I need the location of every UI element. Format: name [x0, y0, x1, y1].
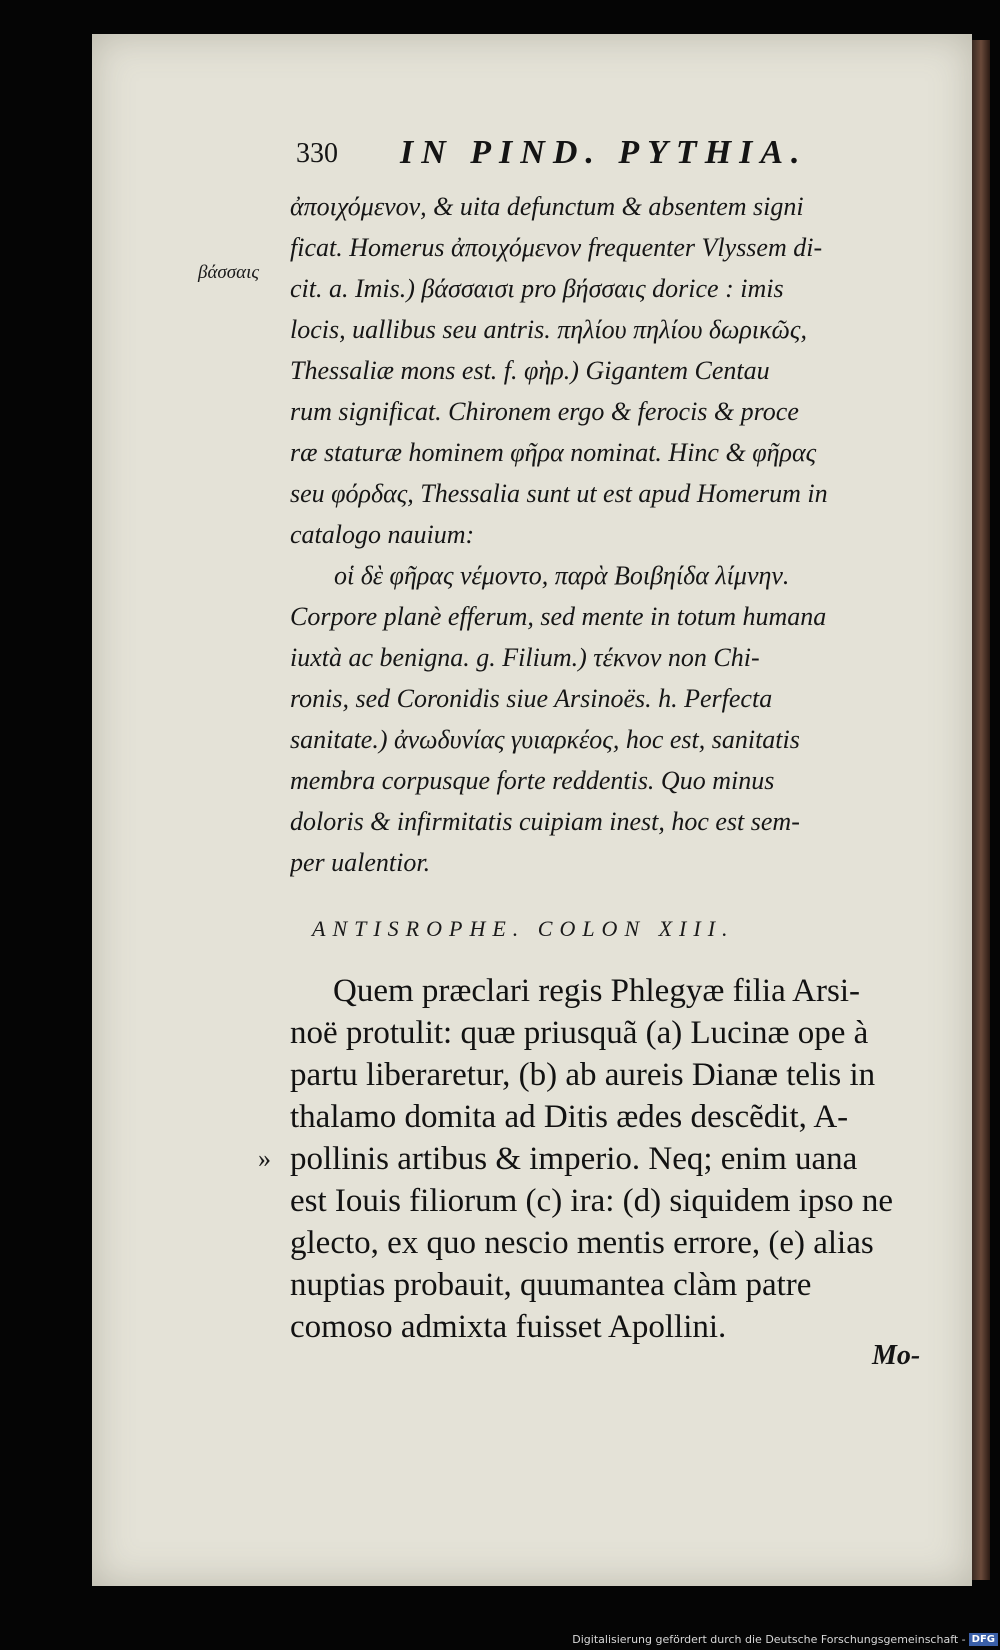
footer-text: Digitalisierung gefördert durch die Deutsche Forschungsgemeinschaft -	[572, 1632, 966, 1646]
verse-line: pollinis artibus & imperio. Neq; enim uana	[290, 1141, 858, 1177]
verse-line: partu liberaretur, (b) ab aureis Dianæ telis in	[290, 1057, 876, 1093]
dfg-logo: DFG	[969, 1633, 998, 1646]
commentary-line: catalogo nauium:	[290, 520, 475, 549]
verse-line: comoso admixta fuisset Apollini.	[290, 1309, 727, 1345]
commentary-line: iuxtà ac benigna. g. Filium.) τέκνον non Chi-	[290, 643, 760, 672]
commentary-line: cit. a. Imis.) βάσσαισι pro βήσσαις dorice : imis	[290, 274, 784, 303]
catchword: Mo-	[872, 1340, 921, 1371]
greek-quotation: οἱ δὲ φῆρας νέμοντο, παρὰ Βοιβηίδα λίμνην.	[334, 561, 790, 590]
commentary-line: per ualentior.	[290, 848, 431, 877]
commentary-line: rum significat. Chironem ergo & ferocis & proce	[290, 397, 799, 426]
digitization-footer	[572, 1630, 998, 1648]
page-number: 330	[296, 138, 338, 169]
verse-line: thalamo domita ad Ditis ædes descẽdit, A-	[290, 1099, 849, 1135]
verse-line: est Iouis filiorum (c) ira: (d) siquidem ipso ne	[290, 1183, 894, 1219]
margin-quote-mark: »	[258, 1144, 271, 1173]
verse-line: glecto, ex quo nescio mentis errore, (e) alias	[290, 1225, 874, 1261]
running-header	[296, 134, 936, 184]
page-edge	[972, 40, 990, 1580]
commentary-line: doloris & infirmitatis cuipiam inest, hoc est sem-	[290, 807, 800, 836]
commentary-line: ræ staturæ hominem φῆρα nominat. Hinc & φῆρας	[290, 438, 817, 467]
verse-line: nuptias probauit, quumantea clàm patre	[290, 1267, 812, 1303]
commentary-line: Corpore planè efferum, sed mente in totum humana	[290, 602, 827, 631]
verse-line: noë protulit: quæ priusquã (a) Lucinæ ope à	[290, 1015, 869, 1051]
commentary-line: Thessaliæ mons est. f. φὴρ.) Gigantem Centau	[290, 356, 770, 385]
section-heading: ANTISROPHE. COLON XIII.	[312, 916, 735, 941]
commentary-block	[290, 186, 950, 883]
commentary-line: ficat. Homerus ἀποιχόμενον frequenter Vlyssem di-	[290, 233, 823, 262]
verse-block	[290, 970, 950, 1348]
commentary-line: locis, uallibus seu antris. πηλίου πηλίου δωρικῶς,	[290, 315, 807, 344]
commentary-line: sanitate.) ἀνωδυνίας γυιαρκέος, hoc est, sanitatis	[290, 725, 800, 754]
commentary-line: membra corpusque forte reddentis. Quo minus	[290, 766, 775, 795]
commentary-line: ἀποιχόμενον, & uita defunctum & absentem signi	[290, 192, 804, 221]
verse-line: Quem præclari regis Phlegyæ filia Arsi-	[333, 973, 860, 1009]
margin-note: βάσσαις	[198, 262, 260, 283]
commentary-line: seu φόρδας, Thessalia sunt ut est apud Homerum in	[290, 479, 828, 508]
commentary-line: ronis, sed Coronidis siue Arsinoës. h. Perfecta	[290, 684, 773, 713]
running-title: IN PIND. PYTHIA.	[400, 134, 808, 171]
